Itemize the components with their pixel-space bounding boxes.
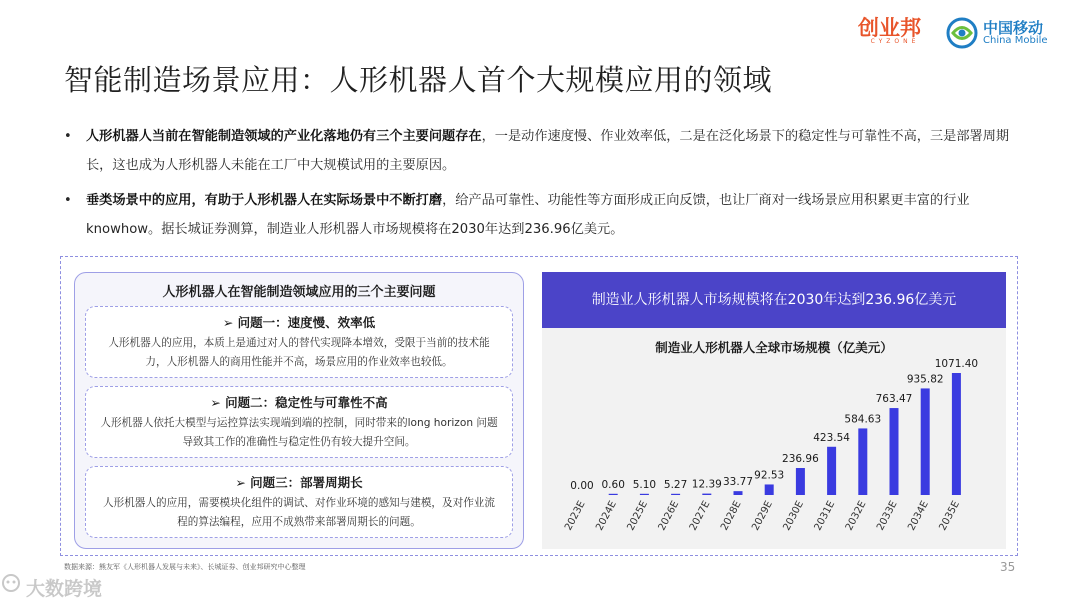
issue-card-1 <box>85 306 513 378</box>
bullet-list <box>60 122 1010 250</box>
data-label-2024E: 0.60 <box>601 478 625 491</box>
data-label-2027E: 12.39 <box>691 478 722 491</box>
cyzone-logo-text: 创业邦 <box>858 16 921 40</box>
watermark-text: 大数跨境 <box>26 578 103 600</box>
source-note: 数据来源：熊友军《人形机器人发展与未来》、长城证券、创业邦研究中心整理 <box>64 563 306 571</box>
data-label-2033E: 763.47 <box>875 393 913 406</box>
bar-2027E <box>702 494 711 495</box>
data-label-2023E: 0.00 <box>570 480 594 492</box>
bar-2031E <box>827 447 836 495</box>
data-label-2032E: 584.63 <box>844 413 882 426</box>
bar-2029E <box>765 484 774 495</box>
china-mobile-en: China Mobile <box>983 35 1048 46</box>
issue-heading: ➢ 问题一：速度慢、效率低 <box>222 315 376 330</box>
x-tick-2028E: 2028E <box>719 499 744 533</box>
x-tick-2035E: 2035E <box>937 499 963 533</box>
issue-card-3 <box>85 466 513 538</box>
bullet-item <box>60 186 1010 244</box>
cyzone-logo <box>858 16 932 50</box>
issue-card-2 <box>85 386 513 458</box>
bar-2034E <box>921 388 930 495</box>
page-number: 35 <box>1000 560 1016 574</box>
bar-2033E <box>890 408 899 495</box>
bar-2035E <box>952 373 961 495</box>
data-label-2028E: 33.77 <box>722 476 754 489</box>
issue-body: 人形机器人的应用，本质上是通过对人的替代实现降本增效，受限于当前的技术能力，人形机器人的商用性能并不高，场景应用的作业效率也较低。 <box>108 337 490 368</box>
bar-2032E <box>858 428 867 495</box>
china-mobile-icon <box>945 16 979 50</box>
data-label-2031E: 423.54 <box>813 431 850 444</box>
bar-chart <box>542 350 1006 548</box>
issue-heading: ➢ 问题三：部署周期长 <box>235 475 363 490</box>
data-label-2030E: 236.96 <box>782 453 819 466</box>
x-tick-2031E: 2031E <box>812 499 838 533</box>
data-label-2035E: 1071.40 <box>934 358 979 370</box>
page-title: 智能制造场景应用：人形机器人首个大规模应用的领域 <box>64 63 773 97</box>
watermark-icon <box>0 572 22 594</box>
bullet-dot: • <box>64 129 72 144</box>
bullet-text: ，一是动作速度慢、作业效率低，二是在泛化场景下的稳定性与可靠性不高，三是部署周期长，这也成为人形机器人未能在工厂中大规模试用的主要原因。 <box>86 129 1010 173</box>
bullet-bold-text: 人形机器人当前在智能制造领域的产业化落地仍有三个主要问题存在 <box>86 129 482 144</box>
bar-2024E <box>609 494 618 495</box>
x-tick-2033E: 2033E <box>875 499 900 533</box>
bar-2028E <box>734 491 743 495</box>
bar-2026E <box>671 494 680 495</box>
x-tick-2027E: 2027E <box>687 499 713 533</box>
chart-banner: 制造业人形机器人市场规模将在2030年达到236.96亿美元 <box>542 272 1006 328</box>
x-tick-2023E: 2023E <box>563 499 588 533</box>
bar-2025E <box>640 494 649 495</box>
china-mobile-cn: 中国移动 <box>983 19 1044 37</box>
chart-title: 制造业人形机器人全球市场规模（亿美元） <box>655 340 893 355</box>
issue-heading: ➢ 问题二：稳定性与可靠性不高 <box>210 395 388 410</box>
issues-panel <box>74 272 524 549</box>
data-label-2029E: 92.53 <box>754 469 785 482</box>
x-tick-2034E: 2034E <box>906 499 931 533</box>
issues-panel-title: 人形机器人在智能制造领域应用的三个主要问题 <box>162 285 436 300</box>
issue-body: 人形机器人的应用，需要模块化组件的调试、对作业环境的感知与建模，及对作业流程的算法编程，应用不成熟带来部署周期长的问题。 <box>103 497 495 528</box>
data-label-2026E: 5.27 <box>663 478 688 491</box>
bullet-bold-text: 垂类场景中的应用，有助于人形机器人在实际场景中不断打磨 <box>86 193 443 208</box>
data-label-2034E: 935.82 <box>906 373 944 386</box>
china-mobile-logo <box>945 16 1060 50</box>
x-tick-2032E: 2032E <box>843 499 869 533</box>
x-tick-2029E: 2029E <box>750 499 775 533</box>
x-tick-2026E: 2026E <box>656 499 682 533</box>
x-tick-2025E: 2025E <box>625 499 651 533</box>
data-label-2025E: 5.10 <box>632 478 657 491</box>
bar-2030E <box>796 468 805 495</box>
bullet-dot: • <box>64 193 72 208</box>
cyzone-logo-subtext: CYZONE <box>870 38 920 45</box>
bullet-item <box>60 122 1010 180</box>
x-tick-2024E: 2024E <box>594 499 619 533</box>
bullet-text: ，给产品可靠性、功能性等方面形成正向反馈，也让厂商对一线场景应用积累更丰富的行业knowhow。据长城证券测算，制造业人形机器人市场规模将在2030年达到236.96亿美元。 <box>86 193 970 237</box>
issue-body: 人形机器人依托大模型与运控算法实现端到端的控制，同时带来的long horizon 问题导致其工作的准确性与稳定性仍有较大提升空间。 <box>100 417 498 448</box>
x-tick-2030E: 2030E <box>781 499 807 533</box>
